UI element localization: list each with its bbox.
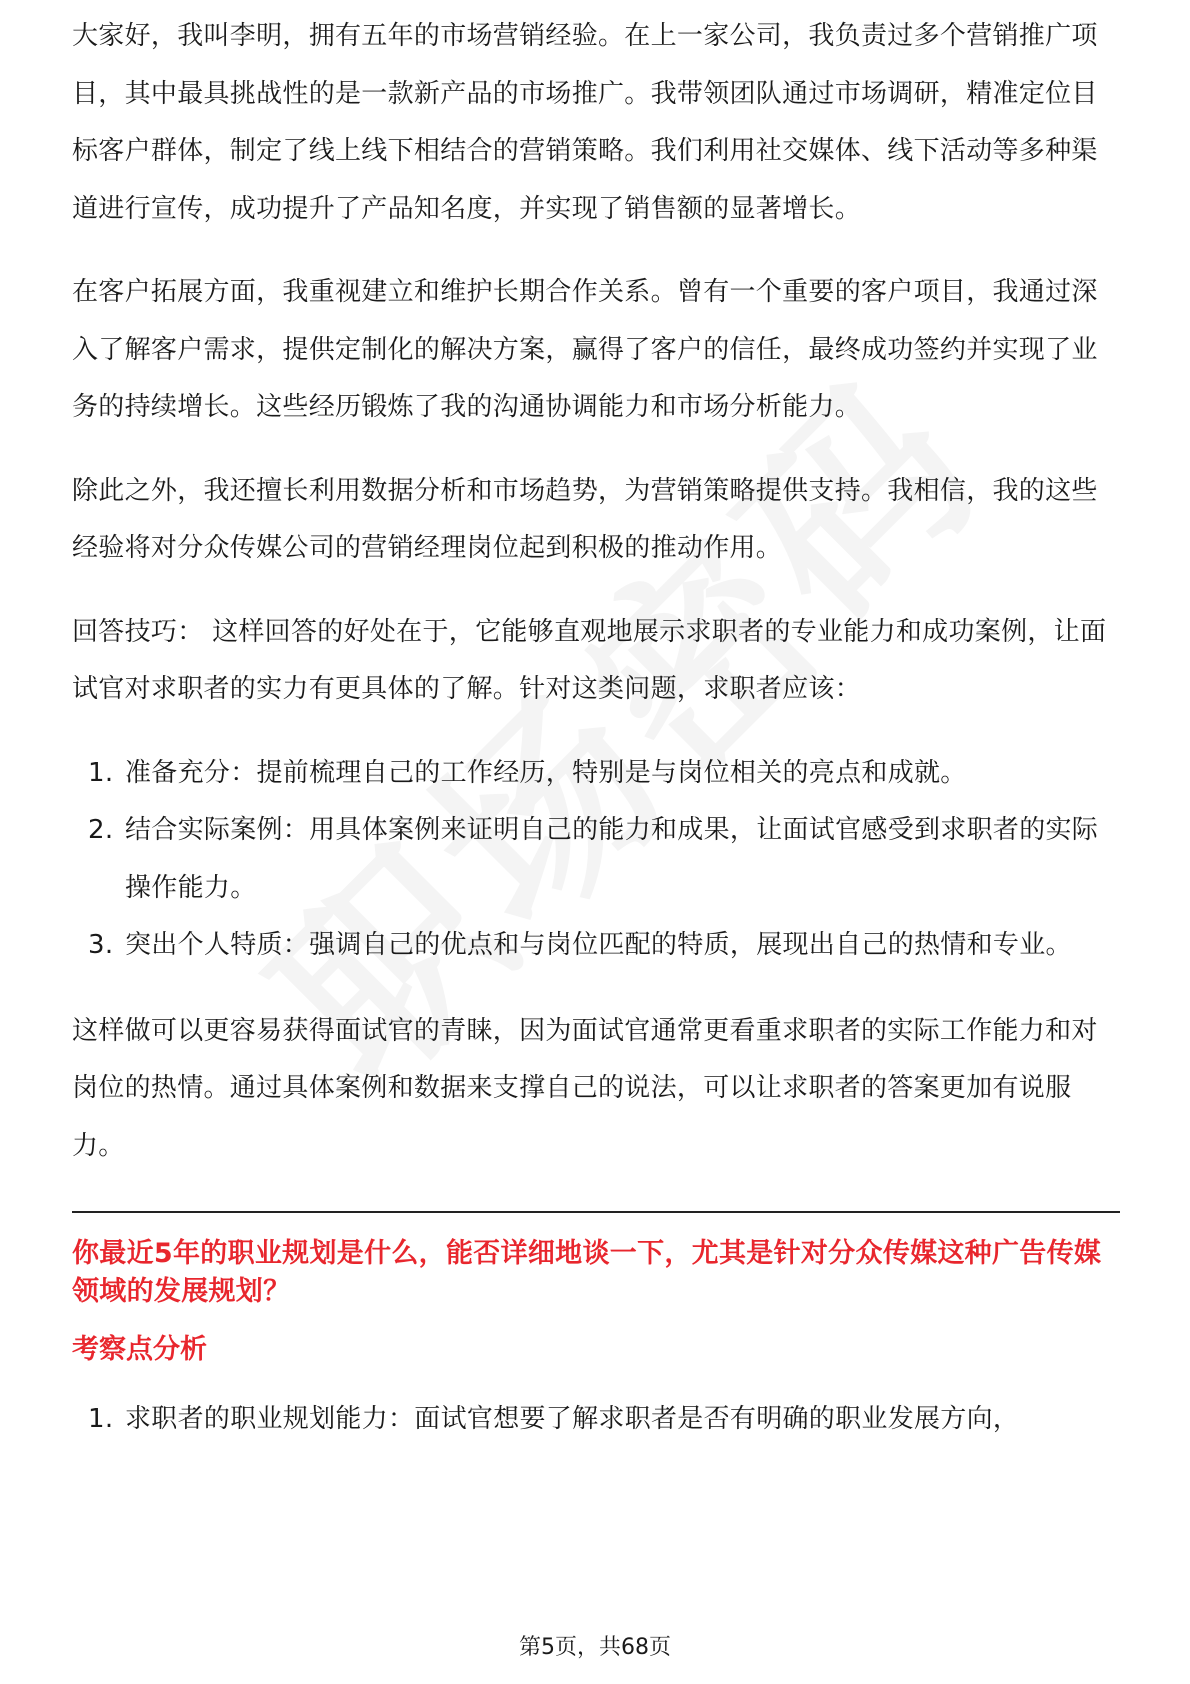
list-text: 求职者的职业规划能力：面试官想要了解求职者是否有明确的职业发展方向， [125,1404,1020,1434]
paragraph-tips-intro: 回答技巧： 这样回答的好处在于，它能够直观地展示求职者的专业能力和成功案例，让面试官对求职者的实力有更具体的了解。针对这类问题，求职者应该： [72,616,1107,704]
list-text: 突出个人特质：强调自己的优点和与岗位匹配的特质，展现出自己的热情和专业。 [125,930,1072,960]
list-number: 3. [88,930,114,960]
paragraph-intro: 大家好，我叫李明，拥有五年的市场营销经验。在上一家公司，我负责过多个营销推广项目，其中最具挑战性的是一款新产品的市场推广。我带领团队通过市场调研，精准定位目标客户群体，制定了线上线下相结合的营销策略。我们利用社交媒体、线下活动等多种渠道进行宣传，成功提升了产品知名度，并实现了销售额的显著增长。 [72,21,1098,224]
list-text: 结合实际案例：用具体案例来证明自己的能力和成果，让面试官感受到求职者的实际操作能力。 [125,815,1099,903]
paragraph-closing: 这样做可以更容易获得面试官的青睐，因为面试官通常更看重求职者的实际工作能力和对岗位的热情。通过具体案例和数据来支撑自己的说法，可以让求职者的答案更加有说服力。 [72,1015,1098,1161]
list-number: 1. [88,757,114,788]
question-heading: 你最近5年的职业规划是什么，能否详细地谈一下，尤其是针对分众传媒这种广告传媒领域的发展规划？ [72,1238,1102,1307]
analysis-list [72,1391,1120,1449]
section-title: 考察点分析 [72,1334,207,1365]
divider [72,1211,1120,1213]
list-text: 准备充分：提前梳理自己的工作经历，特别是与岗位相关的亮点和成就。 [125,757,967,788]
page-footer: 第5页，共68页 [519,1635,671,1660]
paragraph-client: 在客户拓展方面，我重视建立和维护长期合作关系。曾有一个重要的客户项目，我通过深入了解客户需求，提供定制化的解决方案，赢得了客户的信任，最终成功签约并实现了业务的持续增长。这些经历锻炼了我的沟通协调能力和市场分析能力。 [72,277,1098,422]
list-number: 2. [88,815,114,845]
list-item [72,1391,1120,1449]
tips-list [72,745,1120,975]
list-item [72,745,1120,803]
list-item [72,802,1120,917]
page-content [72,18,1120,1477]
list-item [72,917,1120,975]
paragraph-data: 除此之外，我还擅长利用数据分析和市场趋势，为营销策略提供支持。我相信，我的这些经验将对分众传媒公司的营销经理岗位起到积极的推动作用。 [72,475,1098,563]
list-number: 1. [88,1404,114,1434]
